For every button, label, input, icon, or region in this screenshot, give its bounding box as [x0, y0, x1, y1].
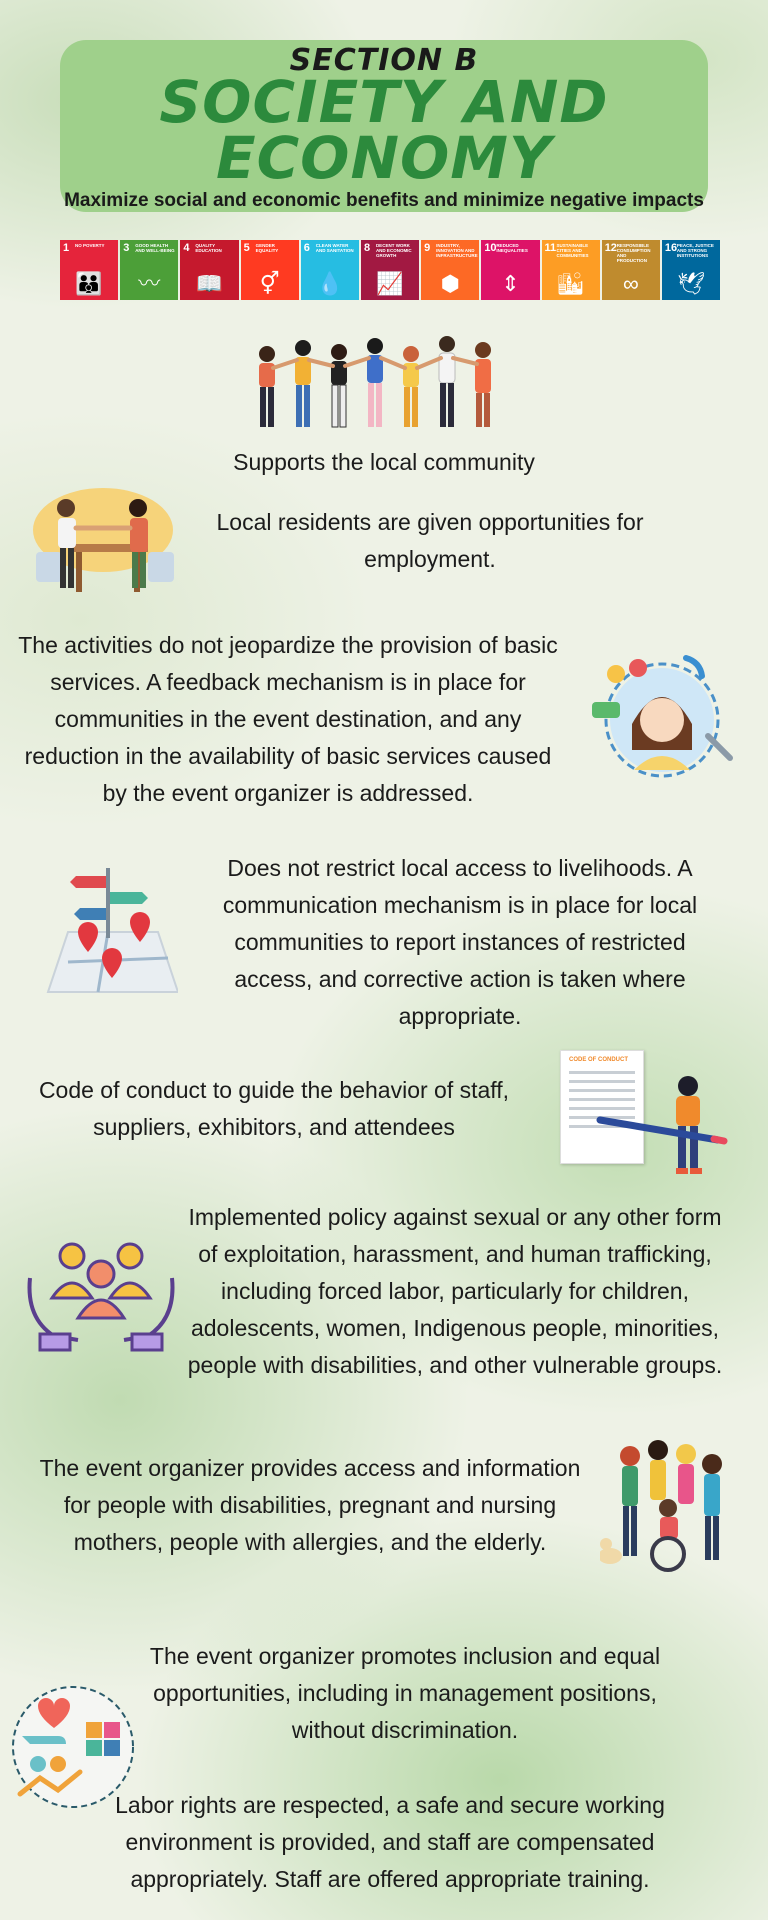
sdg-label: DECENT WORK AND ECONOMIC GROWTH [375, 243, 412, 258]
sdg-number: 3 [123, 242, 130, 254]
page-title [0, 68, 768, 192]
sdg-label: GOOD HEALTH AND WELL-BEING [135, 243, 175, 253]
sdg-label: QUALITY EDUCATION [195, 243, 222, 253]
sdg-number: 4 [183, 242, 190, 254]
dove-icon: 🕊 [677, 271, 705, 296]
diverse-group-with-wheelchair-icon [600, 1438, 740, 1578]
sdg-number: 1 [63, 242, 70, 254]
community-support-text: Supports the local community [233, 449, 535, 475]
sdg-label: INDUSTRY, INNOVATION AND INFRASTRUCTURE [436, 243, 478, 258]
sdg-icon-row [60, 240, 720, 300]
gender-icon: ⚥ [259, 271, 280, 296]
sdg-number: 16 [664, 242, 678, 254]
sdg-goal-5 [241, 240, 299, 300]
sdg-number: 9 [424, 242, 431, 254]
sdg-number: 11 [544, 242, 557, 254]
code-of-conduct-sign: CODE OF CONDUCT [569, 1057, 628, 1063]
sdg-label: PEACE, JUSTICE AND STRONG INSTITUTIONS [676, 243, 714, 258]
city-icon: 🏙 [556, 271, 585, 296]
inclusion-text: The event organizer promotes inclusion and equal opportunities, including in management positions, without discrimination. [149, 1643, 661, 1743]
sdg-goal-6 [301, 240, 359, 300]
sdg-number: 6 [303, 242, 310, 254]
sdg-goal-4 [180, 240, 238, 300]
accessibility-text: The event organizer provides access and information for people with disabilities, pregnant and nursing mothers, people with allergies, and the elderly. [39, 1455, 581, 1555]
exploitation-policy-text: Implemented policy against sexual or any other form of exploitation, harassment, and human trafficking, including forced labor, particularly for children, adolescents, women, Indigenous people, minorities, people with disabilities, and other vulnerable groups. [187, 1204, 723, 1378]
sdg-label: SUSTAINABLE CITIES AND COMMUNITIES [556, 243, 589, 258]
sdg-number: 8 [363, 242, 371, 254]
person-with-pencil-icon [590, 1070, 730, 1180]
map-location-signpost-icon [38, 862, 178, 1002]
sdg-label: GENDER EQUALITY [255, 243, 279, 253]
book-icon: 📖 [195, 271, 224, 296]
sdg-label: NO POVERTY [75, 243, 105, 248]
job-interview-handshake-icon [28, 482, 178, 602]
protected-community-hands-icon [22, 1238, 180, 1358]
sdg-number: 10 [484, 242, 497, 254]
sdg-goal-8 [361, 240, 419, 300]
sdg-goal-1 [60, 240, 118, 300]
customer-support-feedback-icon [590, 650, 740, 800]
heartbeat-icon: 〰 [138, 271, 161, 296]
growth-chart-icon: 📈 [376, 271, 404, 296]
sdg-goal-16 [662, 240, 720, 300]
sdg-goal-10 [481, 240, 539, 300]
title-line-1: SOCIETY AND [159, 68, 609, 136]
basic-services-text: The activities do not jeopardize the provision of basic services. A feedback mechanism is in place for communities in the event destination, and any reduction in the availability of basic services caused by the event organizer is addressed. [18, 632, 558, 806]
water-drop-icon: 💧 [316, 271, 344, 296]
sdg-label: REDUCED INEQUALITIES [496, 243, 528, 253]
livelihoods-text: Does not restrict local access to livelihoods. A communication mechanism is in place for local communities to report instances of restricted access, and corrective action is taken where appropriate. [222, 855, 698, 1029]
sdg-goal-9 [421, 240, 479, 300]
title-line-2: ECONOMY [215, 124, 553, 192]
code-of-conduct-illustration [560, 1050, 730, 1180]
sdg-number: 5 [243, 242, 250, 254]
sdg-number: 12 [604, 242, 617, 254]
code-of-conduct-text: Code of conduct to guide the behavior of staff, suppliers, exhibitors, and attendees [38, 1077, 510, 1140]
equality-icon: ⇕ [501, 271, 520, 296]
diverse-people-holding-hands-icon [245, 330, 525, 440]
people-icon: 👪 [75, 271, 103, 296]
section-label: SECTION B [289, 43, 479, 78]
cubes-icon: ⬢ [440, 271, 460, 296]
labor-rights-text: Labor rights are respected, a safe and secure working environment is provided, and staff are compensated appropriately. Staff are offered appropriate training. [115, 1792, 665, 1892]
sdg-goal-12 [602, 240, 660, 300]
infinity-icon: ∞ [622, 271, 639, 296]
sdg-goal-11 [542, 240, 600, 300]
sdg-label: RESPONSIBLE CONSUMPTION AND PRODUCTION [616, 243, 651, 263]
sdg-label: CLEAN WATER AND SANITATION [315, 243, 354, 253]
sdg-goal-3 [120, 240, 178, 300]
employment-text: Local residents are given opportunities for employment. [216, 509, 644, 572]
page-subtitle: Maximize social and economic benefits and minimize negative impacts [64, 190, 704, 211]
